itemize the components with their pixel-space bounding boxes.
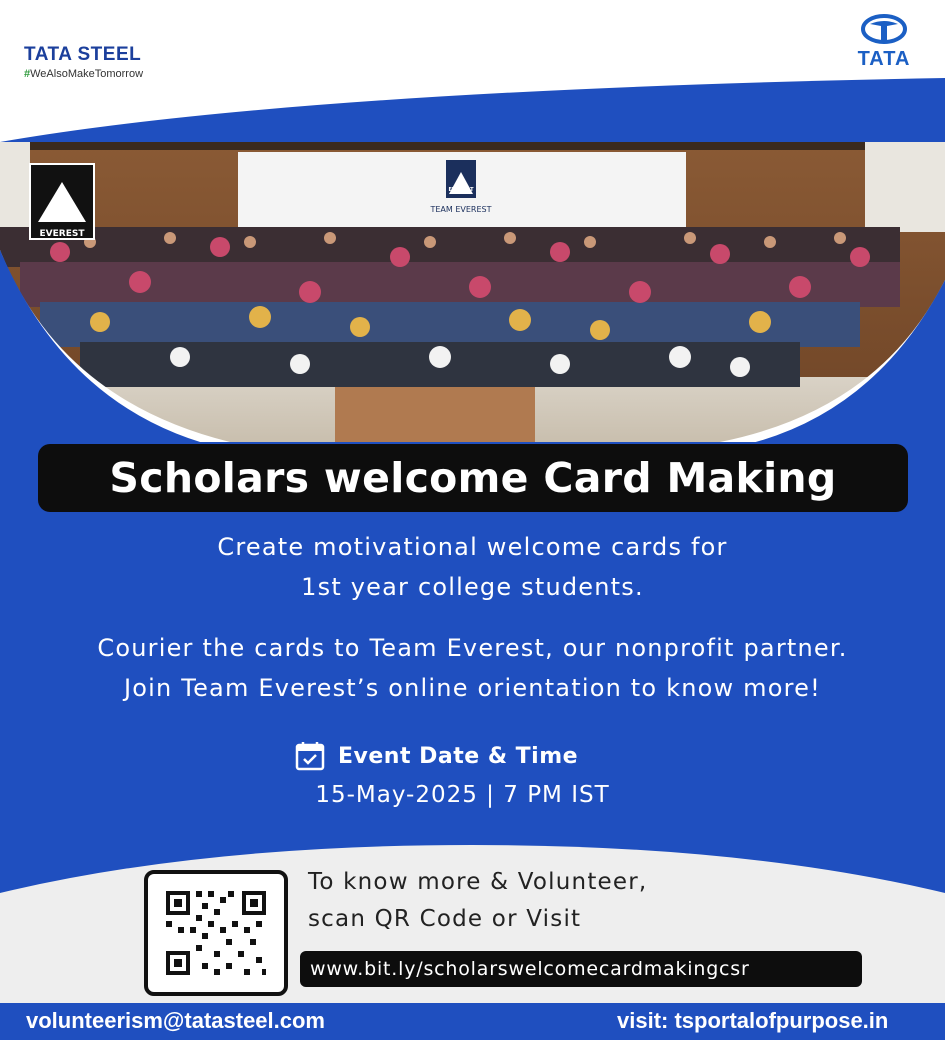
qr-code-icon bbox=[162, 887, 270, 979]
tata-emblem-icon bbox=[861, 14, 907, 44]
page-title: Scholars welcome Card Making bbox=[109, 454, 837, 502]
event-label: Event Date & Time bbox=[338, 743, 579, 769]
cta-line-1: To know more & Volunteer, bbox=[308, 869, 648, 895]
brand-tag-hash: # bbox=[24, 68, 31, 80]
everest-logo-text: EVEREST bbox=[39, 229, 85, 239]
title-banner bbox=[38, 444, 908, 512]
description-line-2: 1st year college students. bbox=[301, 573, 644, 601]
banner-text: TEAM EVEREST bbox=[430, 205, 492, 214]
description-line-3: Courier the cards to Team Everest, our nonprofit partner. bbox=[97, 634, 848, 662]
cta-line-2: scan QR Code or Visit bbox=[308, 906, 582, 932]
description-line-1: Create motivational welcome cards for bbox=[217, 533, 728, 561]
banner-logo-text: EVEREST bbox=[448, 187, 474, 193]
calendar-check-icon bbox=[294, 740, 326, 772]
url-text[interactable]: www.bit.ly/scholarswelcomecardmakingcsr bbox=[310, 958, 750, 980]
url-link[interactable] bbox=[300, 951, 862, 987]
event-heading bbox=[294, 740, 578, 772]
description-line-4: Join Team Everest’s online orientation to know more! bbox=[124, 674, 821, 702]
qr-code[interactable] bbox=[144, 870, 288, 996]
footer-email[interactable]: volunteerism@tatasteel.com bbox=[26, 1008, 325, 1033]
photo-frame-arcs bbox=[0, 250, 945, 450]
tata-logo-text: TATA bbox=[857, 48, 911, 70]
event-date: 15-May-2025 | 7 PM IST bbox=[315, 782, 610, 808]
footer-visit-link[interactable]: visit: tsportalofpurpose.in bbox=[617, 1008, 889, 1033]
brand-name: TATA STEEL bbox=[24, 44, 142, 65]
brand-tag-text: WeAlsoMakeTomorrow bbox=[30, 68, 144, 80]
